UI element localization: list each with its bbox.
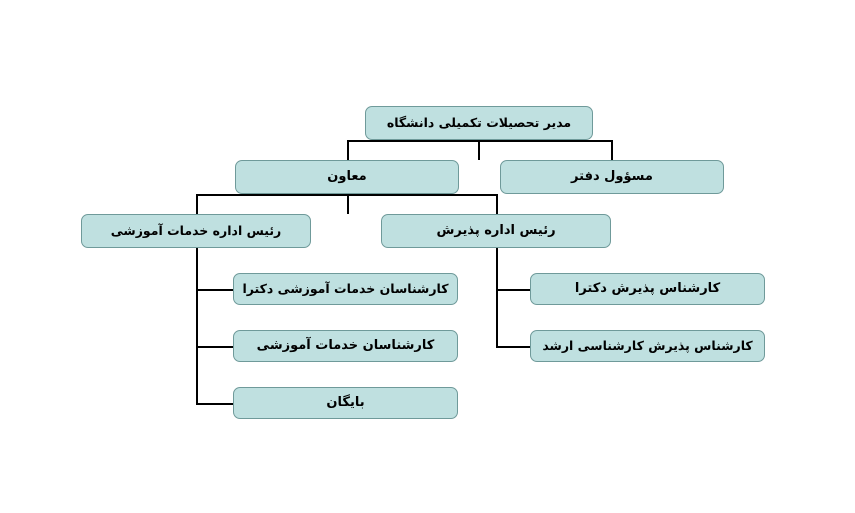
node-phd-edu-experts[interactable]: کارشناسان خدمات آموزشی دکترا <box>233 273 458 305</box>
connector-admissions-branch-2 <box>496 346 530 348</box>
connector-to-office-officer <box>611 140 613 160</box>
connector-edu-branch-1 <box>196 289 233 291</box>
connector-to-edu-services-head <box>196 194 198 214</box>
connector-director-down <box>478 140 480 160</box>
connector-to-deputy <box>347 140 349 160</box>
node-deputy[interactable]: معاون <box>235 160 459 194</box>
node-phd-admissions[interactable]: کارشناس پذیرش دکترا <box>530 273 765 305</box>
connector-admissions-branch-1 <box>496 289 530 291</box>
node-admissions-head[interactable]: رئیس اداره پذیرش <box>381 214 611 248</box>
node-archive[interactable]: بایگان <box>233 387 458 419</box>
node-ma-admissions[interactable]: کارشناس پذیرش کارشناسی ارشد <box>530 330 765 362</box>
node-edu-experts[interactable]: کارشناسان خدمات آموزشی <box>233 330 458 362</box>
connector-admissions-trunk <box>496 248 498 348</box>
connector-edu-branch-2 <box>196 346 233 348</box>
connector-to-admissions-head <box>496 194 498 214</box>
connector-deputy-bus <box>196 194 498 196</box>
node-office-officer[interactable]: مسؤول دفتر <box>500 160 724 194</box>
connector-edu-branch-3 <box>196 403 233 405</box>
node-director[interactable]: مدیر تحصیلات تکمیلی دانشگاه <box>365 106 593 140</box>
connector-deputy-down <box>347 194 349 214</box>
connector-director-bus <box>347 140 611 142</box>
connector-edu-trunk <box>196 248 198 405</box>
node-edu-services-head[interactable]: رئیس اداره خدمات آموزشی <box>81 214 311 248</box>
